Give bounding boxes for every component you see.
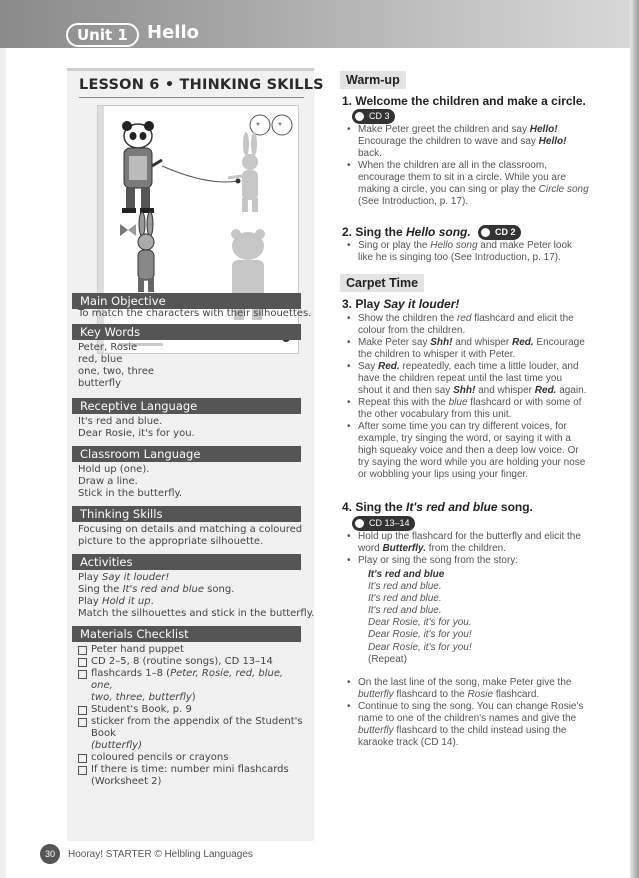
step-1-title: 1. Welcome the children and make a circle.: [342, 94, 586, 108]
panda-character-icon: [122, 121, 162, 213]
checkbox-icon: [78, 646, 87, 655]
thinking-skills-heading: Thinking Skills: [72, 506, 301, 522]
song-lyrics: It's red and blue It's red and blue. It's red and blue. It's red and blue. Dear Rosie, it's for you. Dear Rosie, it's for you! Dear Rosie, it's for you! (Repeat): [368, 569, 472, 665]
rabbit-silhouette-icon: [228, 132, 258, 212]
unit-badge: Unit 1: [66, 23, 139, 47]
page-number: 30: [40, 844, 60, 864]
checkbox-icon: [78, 718, 87, 727]
checklist-item[interactable]: coloured pencils or crayons: [78, 752, 304, 764]
key-words-text: Peter, Rosie red, blue one, two, three butterfly: [78, 342, 154, 389]
page-edge-shadow: [630, 0, 639, 878]
lesson-title-underline: [79, 97, 304, 98]
svg-text:*: *: [256, 121, 260, 132]
step-2-title: 2. Sing the Hello song. CD 2: [342, 225, 521, 240]
checklist-item[interactable]: Student's Book, p. 9: [78, 704, 304, 716]
list-item: • Say Red. repeatedly, each time a little louder, and have the children repeat until the last time you shout it and then say Shh! and whisper Red. again.: [347, 361, 587, 396]
main-objective-heading: Main Objective: [72, 293, 301, 309]
thinking-skills-text: Focusing on details and matching a coloured picture to the appropriate silhouette.: [78, 524, 303, 547]
list-item: • Repeat this with the blue flashcard or with some of the other vocabulary from this unit.: [347, 397, 582, 420]
checklist-item[interactable]: CD 2–5, 8 (routine songs), CD 13–14: [78, 656, 304, 668]
list-item: • Show the children the red flashcard and elicit the colour from the children.: [347, 313, 574, 336]
list-item: • Continue to sing the song. You can change Rosie's name to one of the children's names and give the butterfly flashcard to the child instead using the karaoke track (CD 14).: [347, 701, 584, 748]
list-item: • Sing or play the Hello song and make Peter look like he is singing too (See Introduction, p. 17).: [347, 240, 573, 263]
step-2-bullets: [346, 240, 594, 264]
list-item: • When the children are all in the classroom, encourage them to sit in a circle. While you are making a circle, you can sing or play the Circle song (See Introduction, p. 17).: [347, 160, 589, 207]
step-3-bullets: [346, 313, 594, 481]
binding-stripe: [0, 48, 6, 878]
list-item: • After some time you can try different voices, for example, try singing the word, or saying it with a high squeaky voice and then a deep low voice. Or try saying the word while you are holding your nose or wobbling your lips using your finger.: [347, 421, 586, 480]
step-4-bullets-after: [346, 677, 594, 749]
list-item: • Play or sing the song from the story:: [347, 555, 519, 566]
cd-track-badge: CD 3: [352, 109, 395, 124]
checklist-item[interactable]: If there is time: number mini flashcards (Worksheet 2): [78, 764, 304, 788]
checkbox-icon: [78, 658, 87, 667]
footer-copyright: Hooray! STARTER © Helbling Languages: [68, 849, 253, 860]
materials-checklist: [78, 644, 304, 788]
materials-checklist-heading: Materials Checklist: [72, 626, 301, 642]
classroom-language-text: Hold up (one). Draw a line. Stick in the butterfly.: [78, 464, 183, 499]
cd-disc-icon: [354, 111, 365, 122]
checkbox-icon: [78, 670, 87, 679]
receptive-language-text: It's red and blue. Dear Rosie, it's for you.: [78, 416, 195, 439]
list-item: • Make Peter say Shh! and whisper Red. Encourage the children to whisper it with Peter.: [347, 337, 585, 360]
step-3-title: 3. Play Say it louder!: [342, 297, 460, 311]
key-words-heading: Key Words: [72, 324, 301, 340]
cd-disc-icon: [480, 227, 491, 238]
activities-heading: Activities: [72, 554, 301, 570]
checklist-item[interactable]: Peter hand puppet: [78, 644, 304, 656]
main-objective-text: To match the characters with their silhouettes.: [78, 308, 312, 319]
cd-track-badge[interactable]: CD 2: [478, 225, 521, 240]
cd-track-badge: CD 13–14: [352, 516, 415, 531]
checklist-item[interactable]: sticker from the appendix of the Student's Book (butterfly): [78, 716, 304, 752]
activities-text: Play Say it louder! Sing the It's red and blue song. Play Hold it up. Match the silhouettes and stick in the butterfly.: [78, 572, 315, 619]
list-item: • Hold up the flashcard for the butterfly and elicit the word Butterfly. from the children.: [347, 531, 581, 554]
checkbox-icon: [78, 754, 87, 763]
warm-up-heading: Warm-up: [340, 71, 406, 89]
carpet-time-heading: Carpet Time: [340, 274, 424, 292]
checklist-item[interactable]: flashcards 1–8 (Peter, Rosie, red, blue, one, two, three, butterfly): [78, 668, 304, 704]
unit-title: Hello: [147, 22, 199, 43]
list-item: • Make Peter greet the children and say Hello! Encourage the children to wave and say Hello! back.: [347, 124, 567, 159]
checkbox-icon: [78, 706, 87, 715]
receptive-language-heading: Receptive Language: [72, 398, 301, 414]
lesson-title: LESSON 6 • THINKING SKILLS: [79, 77, 324, 93]
svg-text:*: *: [278, 121, 282, 132]
checkbox-icon: [78, 766, 87, 775]
list-item: • On the last line of the song, make Peter give the butterfly flashcard to the Rosie flashcard.: [347, 677, 572, 700]
cd-disc-icon: [354, 518, 365, 529]
classroom-language-heading: Classroom Language: [72, 446, 301, 462]
step-4-bullets: [346, 531, 594, 567]
rabbit-character-icon: [120, 212, 154, 292]
step-4-title: 4. Sing the It's red and blue song.: [342, 500, 533, 514]
step-1-bullets: [346, 124, 594, 208]
